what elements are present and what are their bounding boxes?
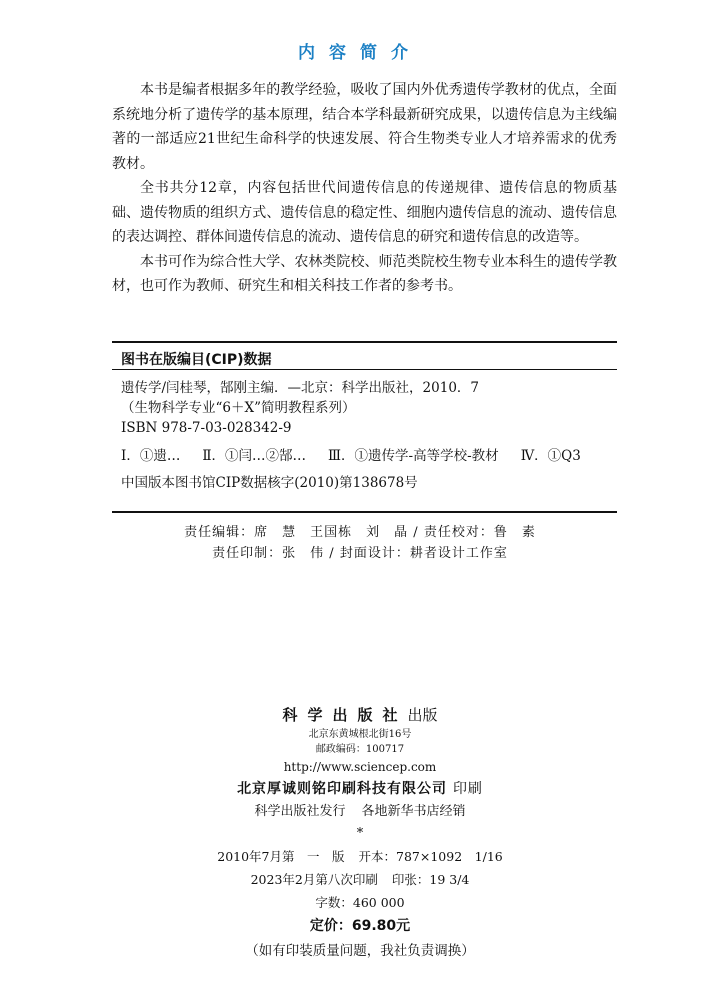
sheets: 印张：19 3/4 <box>391 872 470 887</box>
cip-title-line: 遗传学/闫桂琴，郜刚主编．—北京：科学出版社，2010．7 <box>121 380 479 396</box>
cip-class-item: Ⅱ．①闫…②郜… <box>202 448 307 464</box>
synopsis-paragraph: 本书可作为综合性大学、农林类院校、师范类院校生物专业本科生的遗传学教材，也可作为教师、研究生和相关科技工作者的参考书。 <box>112 253 617 294</box>
synopsis-paragraph: 全书共分12章，内容包括世代间遗传信息的传递规律、遗传信息的物质基础、遗传物质的组织方式、遗传信息的稳定性、细胞内遗传信息的流动、遗传信息的表达调控、群体间遗传信息的流动、遗传信息的研究和遗传信息的改造等。 <box>112 180 617 245</box>
cip-bottom-rule <box>112 511 617 513</box>
publisher-address: 北京东黄城根北街16号 <box>308 729 412 740</box>
synopsis <box>112 78 617 299</box>
separator-star: * <box>356 826 364 841</box>
publisher-line <box>0 703 720 727</box>
printer-name: 北京厚诚则铭印刷科技有限公司 <box>237 781 448 797</box>
edition: 2010年7月第 一 版 <box>217 849 345 864</box>
edition-line <box>0 845 720 868</box>
cip-top-rule <box>112 341 617 343</box>
page-title: 内容简介 <box>298 43 422 63</box>
cip-series-line: （生物科学专业“6＋X”简明教程系列） <box>121 400 356 416</box>
distributor: 科学出版社发行 <box>254 804 346 819</box>
credits <box>0 522 720 564</box>
price: 定价：69.80元 <box>309 918 411 934</box>
synopsis-paragraph: 本书是编者根据多年的教学经验，吸收了国内外优秀遗传学教材的优点，全面系统地分析了遗传学的基本原理，结合本学科最新研究成果，以遗传信息为主线编著的一部适应21世纪生命科学的快速发展、符合生物类专业人才培养需求的优秀教材。 <box>112 82 617 172</box>
printing-line <box>0 868 720 891</box>
distribution-line <box>0 801 720 823</box>
printer-suffix: 印刷 <box>452 781 483 797</box>
cip-class-item: Ⅳ．①Q3 <box>520 448 581 464</box>
credits-production: 责任印制：张 伟 / 封面设计：耕者设计工作室 <box>212 546 508 561</box>
colophon <box>0 703 720 963</box>
cip-heading-rule <box>112 369 617 370</box>
cip-class-item: Ⅰ．①遗… <box>121 448 181 464</box>
word-count: 字数：460 000 <box>315 895 405 910</box>
cip-classification <box>121 446 621 466</box>
publisher-suffix: 出版 <box>407 706 438 724</box>
cip-heading: 图书在版编目(CIP)数据 <box>121 352 272 368</box>
seller: 各地新华书店经销 <box>361 804 466 819</box>
publisher-name: 科学出版社 <box>282 706 408 724</box>
publisher-postcode: 邮政编码：100717 <box>315 744 405 755</box>
quality-notice: （如有印装质量问题，我社负责调换） <box>245 943 475 959</box>
cip-number: 中国版本图书馆CIP数据核字(2010)第138678号 <box>121 475 418 491</box>
format: 开本：787×1092 1/16 <box>358 849 503 864</box>
publisher-url: http://www.sciencep.com <box>283 760 437 774</box>
printer-line <box>0 777 720 801</box>
cip-isbn: ISBN 978-7-03-028342-9 <box>121 420 292 436</box>
cip-record <box>121 378 621 493</box>
credits-editors: 责任编辑：席 慧 王国栋 刘 晶 / 责任校对：鲁 素 <box>184 525 536 540</box>
printing: 2023年2月第八次印刷 <box>250 872 378 887</box>
cip-class-item: Ⅲ．①遗传学-高等学校-教材 <box>328 448 499 464</box>
